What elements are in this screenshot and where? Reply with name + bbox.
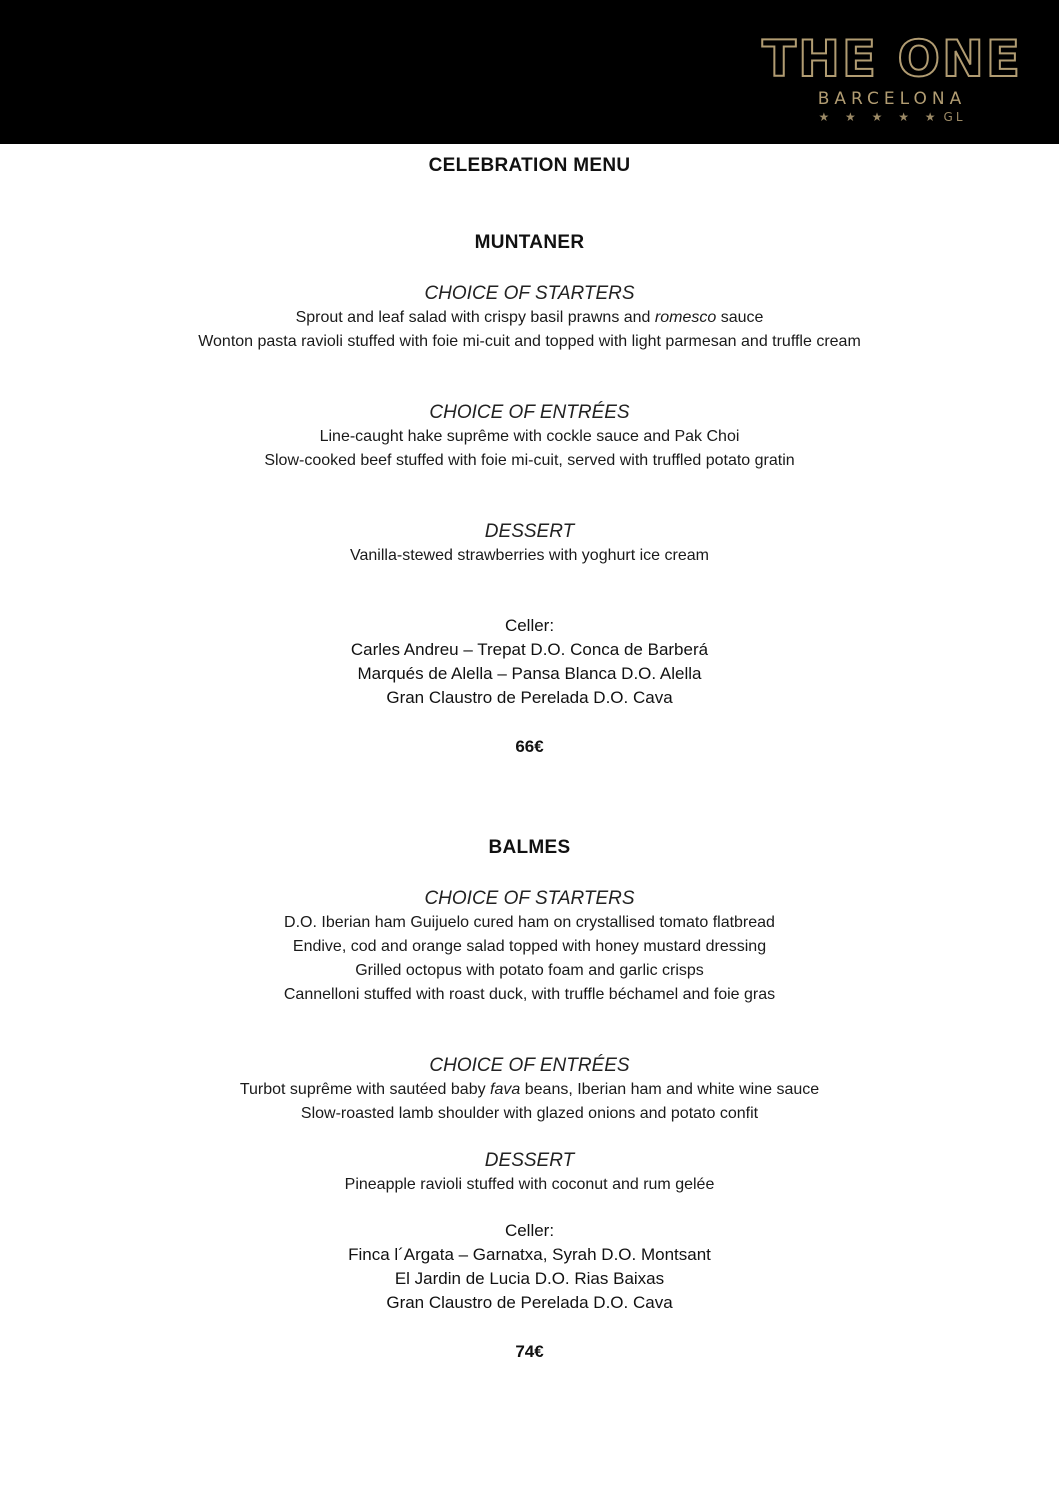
wine-item: Gran Claustro de Perelada D.O. Cava [386,1293,673,1312]
starter-item: Wonton pasta ravioli stuffed with foie mi-cuit and topped with light parmesan and truffle cream [198,333,861,350]
star-rating-icons: ★ ★ ★ ★ ★ [818,110,942,124]
entree-item: Line-caught hake suprême with cockle sauce and Pak Choi [319,428,740,445]
dessert-heading: DESSERT [484,1150,575,1171]
menu-price: 74€ [515,1342,544,1361]
entree-item: Turbot suprême with sautéed baby fava beans, Iberian ham and white wine sauce [239,1081,820,1098]
menu-muntaner [0,231,1059,759]
menu-title: BALMES [488,837,571,858]
dessert-item: Vanilla-stewed strawberries with yoghurt ice cream [350,547,709,564]
brand-city: BARCELONA [817,89,967,109]
page-title: CELEBRATION MENU [428,155,631,176]
wine-item: Marqués de Alella – Pansa Blanca D.O. Alella [357,664,702,683]
starter-item: D.O. Iberian ham Guijuelo cured ham on crystallised tomato flatbread [284,914,775,931]
cellar-label: Celler: [504,1221,555,1240]
starter-item: Endive, cod and orange salad topped with honey mustard dressing [292,938,767,955]
cellar-label: Celler: [504,616,555,635]
dessert-item: Pineapple ravioli stuffed with coconut and rum gelée [344,1176,715,1193]
brand-rating [761,110,1023,124]
brand-category: GL [943,110,966,124]
wine-item: Gran Claustro de Perelada D.O. Cava [386,688,673,707]
brand-name: THE ONE [761,30,1023,88]
menu-title: MUNTANER [474,232,585,253]
entrees-heading: CHOICE OF ENTRÉES [429,402,630,423]
menu-balmes [0,836,1059,1364]
dessert-heading: DESSERT [484,521,575,542]
starter-item: Sprout and leaf salad with crispy basil prawns and romesco sauce [295,309,764,326]
wine-item: El Jardin de Lucia D.O. Rias Baixas [394,1269,665,1288]
starters-heading: CHOICE OF STARTERS [424,283,635,304]
entrees-heading: CHOICE OF ENTRÉES [429,1055,630,1076]
wine-item: Carles Andreu – Trepat D.O. Conca de Barberá [350,640,709,659]
entree-item: Slow-roasted lamb shoulder with glazed onions and potato confit [300,1105,759,1122]
starter-item: Grilled octopus with potato foam and garlic crisps [355,962,704,979]
menu-document [0,150,1059,1364]
brand-logo [761,32,1023,124]
menu-price: 66€ [515,737,544,756]
wine-item: Finca l´Argata – Garnatxa, Syrah D.O. Montsant [348,1245,711,1264]
header-band [0,0,1059,144]
starter-item: Cannelloni stuffed with roast duck, with truffle béchamel and foie gras [283,986,776,1003]
entree-item: Slow-cooked beef stuffed with foie mi-cuit, served with truffled potato gratin [264,452,795,469]
starters-heading: CHOICE OF STARTERS [424,888,635,909]
